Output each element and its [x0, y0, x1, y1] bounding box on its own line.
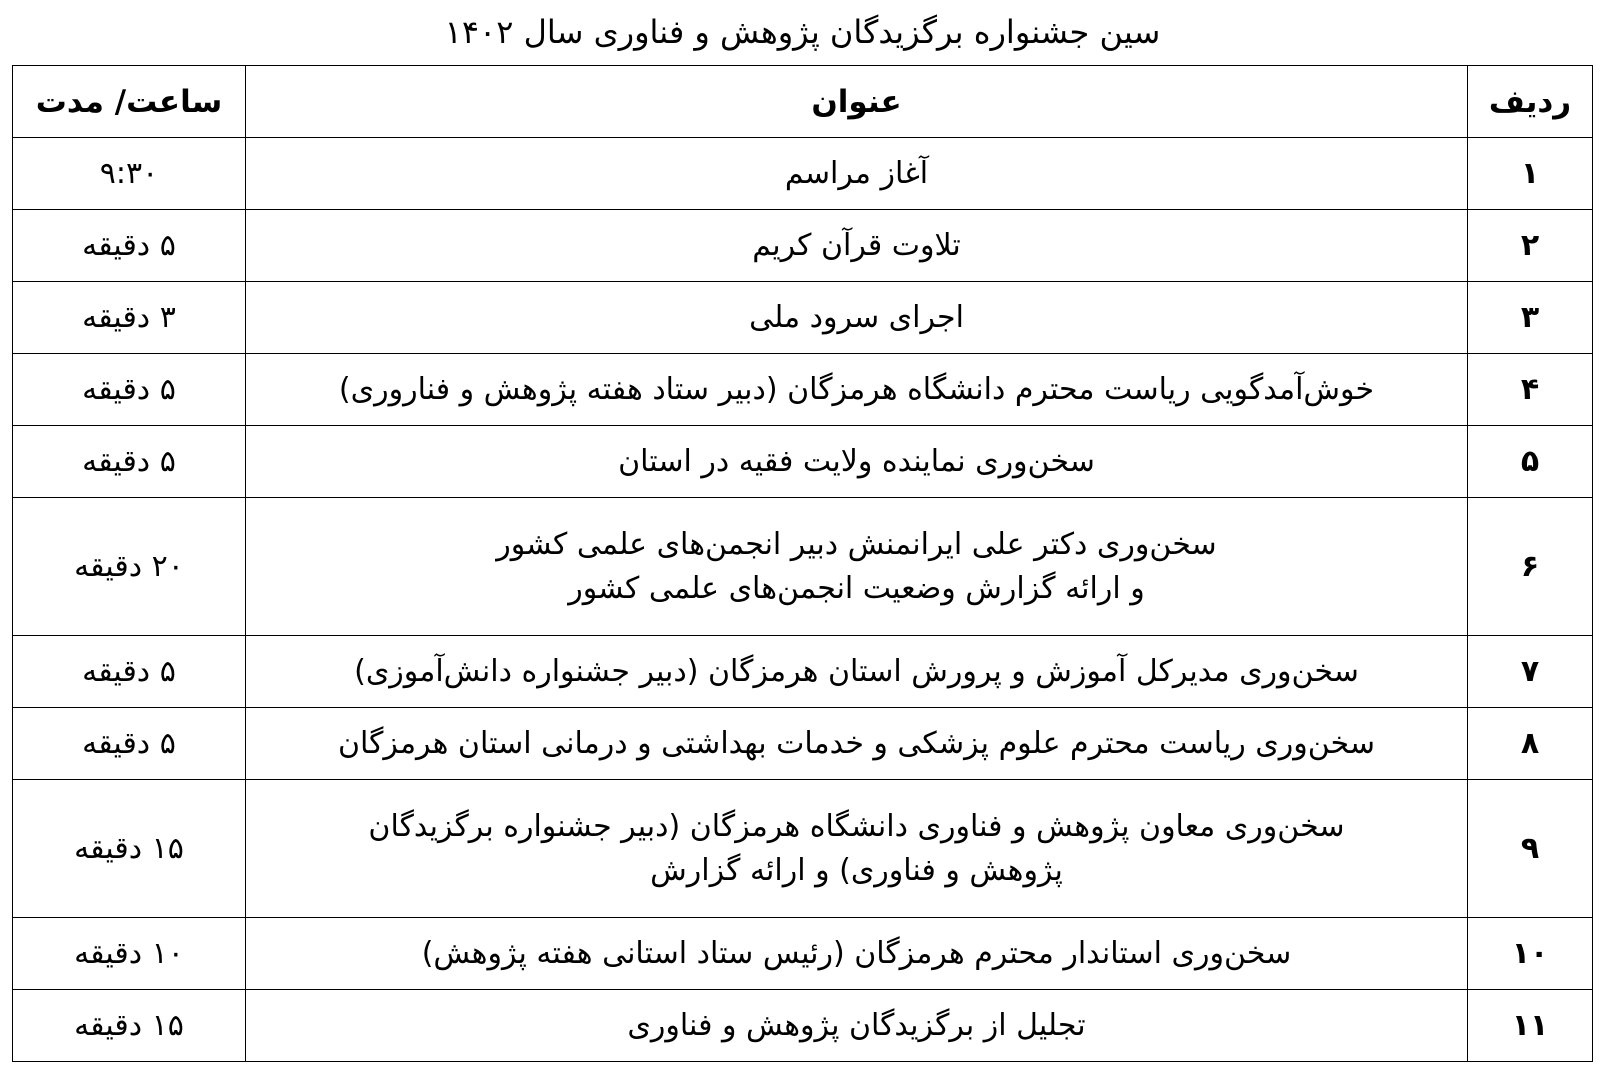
row-title-line: پژوهش و فناوری) و ارائه گزارش: [650, 852, 1063, 888]
row-title-line: سخن‌وری ریاست محترم علوم پزشکی و خدمات بهداشتی و درمانی استان هرمزگان: [337, 725, 1376, 761]
row-number: ۱۰: [1468, 918, 1593, 990]
row-title: [246, 636, 1468, 708]
row-time: ۹:۳۰: [13, 138, 246, 210]
row-number: ۷: [1468, 636, 1593, 708]
table-row: [13, 282, 1593, 354]
table-row: [13, 426, 1593, 498]
table-row: [13, 354, 1593, 426]
table-row: [13, 636, 1593, 708]
row-title: [246, 780, 1468, 918]
table-row: [13, 210, 1593, 282]
row-number: ۴: [1468, 354, 1593, 426]
row-time: ۱۵ دقیقه: [13, 780, 246, 918]
row-number: ۲: [1468, 210, 1593, 282]
row-title-line: اجرای سرود ملی: [749, 299, 964, 335]
row-title-line: تجلیل از برگزیدگان پژوهش و فناوری: [627, 1007, 1086, 1043]
row-title: [246, 282, 1468, 354]
row-title: [246, 990, 1468, 1062]
row-time: ۵ دقیقه: [13, 708, 246, 780]
row-time: ۵ دقیقه: [13, 426, 246, 498]
table-row: [13, 138, 1593, 210]
row-number: ۵: [1468, 426, 1593, 498]
row-time: ۲۰ دقیقه: [13, 498, 246, 636]
row-title: [246, 708, 1468, 780]
row-title-line: و ارائه گزارش وضعیت انجمن‌های علمی کشور: [568, 570, 1145, 606]
row-number: ۸: [1468, 708, 1593, 780]
table-row: [13, 918, 1593, 990]
table-row: [13, 708, 1593, 780]
row-title-line: سخن‌وری مدیرکل آموزش و پرورش استان هرمزگان (دبیر جشنواره دانش‌آموزی): [354, 653, 1359, 689]
table-row: [13, 780, 1593, 918]
row-title-line: سخن‌وری استاندار محترم هرمزگان (رئیس ستاد استانی هفته پژوهش): [421, 935, 1292, 971]
row-number: ۹: [1468, 780, 1593, 918]
row-title: [246, 498, 1468, 636]
table-row: [13, 990, 1593, 1062]
row-time: ۱۰ دقیقه: [13, 918, 246, 990]
header-row-number: ردیف: [1468, 66, 1593, 138]
table-row: [13, 498, 1593, 636]
row-title-line: آغاز مراسم: [784, 155, 929, 191]
row-time: ۱۵ دقیقه: [13, 990, 246, 1062]
row-title: [246, 138, 1468, 210]
header-row: [13, 66, 1593, 138]
row-time: ۵ دقیقه: [13, 354, 246, 426]
row-number: ۶: [1468, 498, 1593, 636]
row-title: [246, 210, 1468, 282]
row-title: [246, 354, 1468, 426]
row-time: ۳ دقیقه: [13, 282, 246, 354]
row-title-line: سخن‌وری دکتر علی ایرانمنش دبیر انجمن‌های علمی کشور: [496, 526, 1217, 562]
header-time: ساعت/ مدت: [13, 66, 246, 138]
row-time: ۵ دقیقه: [13, 210, 246, 282]
row-number: ۱: [1468, 138, 1593, 210]
row-title: [246, 426, 1468, 498]
row-time: ۵ دقیقه: [13, 636, 246, 708]
row-title-line: سخن‌وری نماینده ولایت فقیه در استان: [618, 443, 1095, 479]
row-title-line: خوش‌آمدگویی ریاست محترم دانشگاه هرمزگان (دبیر ستاد هفته پژوهش و فناروری): [338, 371, 1375, 407]
schedule-table: [12, 65, 1593, 1062]
document-title: سین جشنواره برگزیدگان پژوهش و فناوری سال ۱۴۰۲: [444, 13, 1161, 51]
row-title-line: سخن‌وری معاون پژوهش و فناوری دانشگاه هرمزگان (دبیر جشنواره برگزیدگان: [368, 808, 1345, 844]
row-title: [246, 918, 1468, 990]
row-number: ۱۱: [1468, 990, 1593, 1062]
row-number: ۳: [1468, 282, 1593, 354]
header-title: عنوان: [246, 66, 1468, 138]
row-title-line: تلاوت قرآن کریم: [752, 227, 961, 263]
